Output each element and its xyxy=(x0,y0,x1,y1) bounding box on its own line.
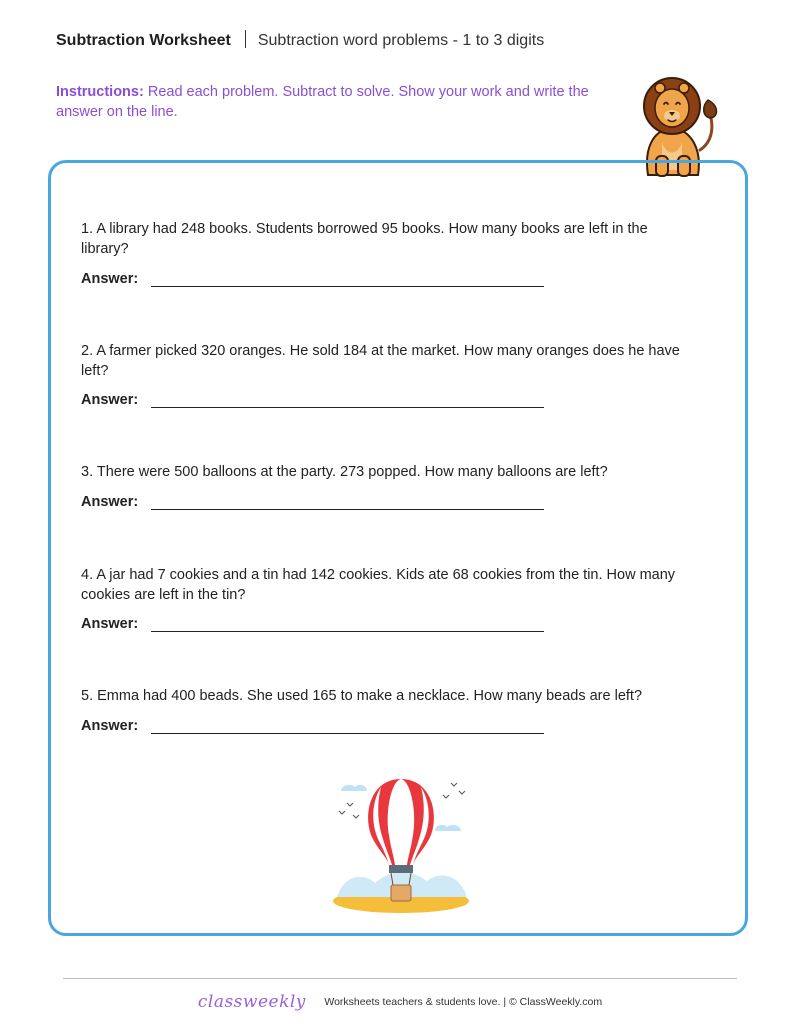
problem-3: 3. There were 500 balloons at the party. 273 popped. How many balloons are left? xyxy=(81,464,608,480)
worksheet-header xyxy=(56,30,544,51)
instructions-lead: Instructions: xyxy=(56,84,144,100)
answer-row-3 xyxy=(81,492,551,512)
answer-row-5 xyxy=(81,716,551,736)
answer-row-2 xyxy=(81,390,551,410)
problem-5: 5. Emma had 400 beads. She used 165 to make a necklace. How many beads are left? xyxy=(81,688,643,704)
problem-4: 4. A jar had 7 cookies and a tin had 142 cookies. Kids ate 68 cookies from the tin. How many cookies are left in the tin? xyxy=(81,567,676,603)
answer-label: Answer: xyxy=(81,718,139,734)
answer-line[interactable] xyxy=(151,733,544,734)
instructions-text: Read each problem. Subtract to solve. Show your work and write the answer on the line. xyxy=(56,84,589,120)
instructions xyxy=(56,82,626,122)
answer-line[interactable] xyxy=(151,631,544,632)
problems-card xyxy=(48,160,748,936)
worksheet-title: Subtraction Worksheet xyxy=(56,32,231,49)
answer-label: Answer: xyxy=(81,494,139,510)
answer-line[interactable] xyxy=(151,286,544,287)
answer-row-4 xyxy=(81,614,551,634)
answer-line[interactable] xyxy=(151,509,544,510)
answer-label: Answer: xyxy=(81,616,139,632)
classweekly-logo: classweekly xyxy=(197,992,306,1012)
answer-label: Answer: xyxy=(81,271,139,287)
footer xyxy=(0,992,800,1012)
problem-2: 2. A farmer picked 320 oranges. He sold 184 at the market. How many oranges does he have left? xyxy=(81,343,680,379)
problem-1: 1. A library had 248 books. Students borrowed 95 books. How many books are left in the library? xyxy=(81,221,648,257)
hot-air-balloon-icon xyxy=(331,773,476,918)
answer-row-1 xyxy=(81,269,551,289)
footer-tagline: Worksheets teachers & students love. | © ClassWeekly.com xyxy=(324,996,603,1008)
answer-label: Answer: xyxy=(81,392,139,408)
worksheet-subtitle: Subtraction word problems - 1 to 3 digits xyxy=(257,32,545,49)
answer-line[interactable] xyxy=(151,407,544,408)
footer-divider xyxy=(63,978,737,979)
header-divider xyxy=(245,30,246,48)
